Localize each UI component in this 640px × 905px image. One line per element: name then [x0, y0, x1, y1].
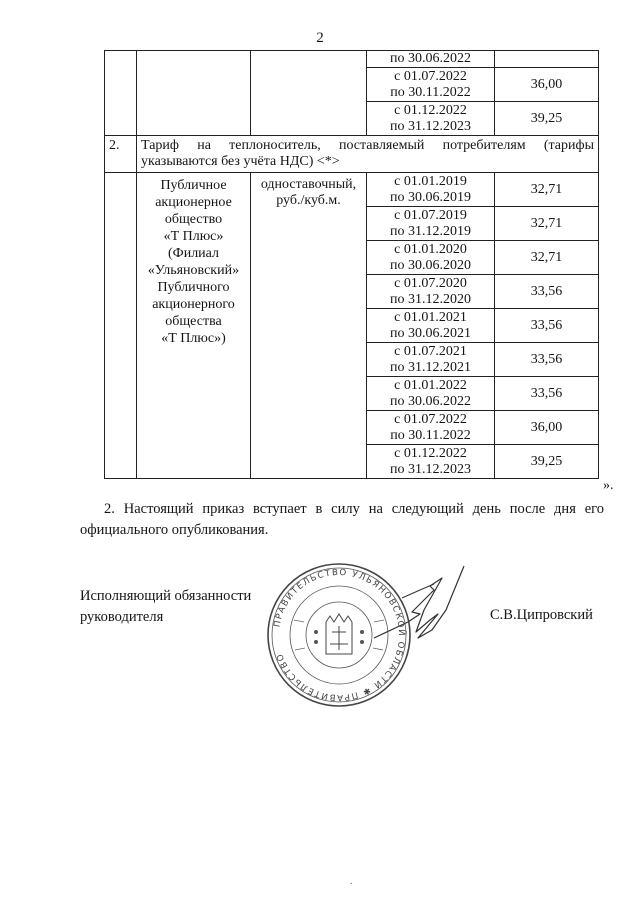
organization-cell	[137, 51, 251, 136]
section-number: 2.	[105, 136, 137, 173]
value-cell: 32,71	[495, 241, 599, 275]
value-cell: 33,56	[495, 275, 599, 309]
period-cell: с 01.07.2022 по 30.11.2022	[367, 68, 495, 102]
unit-cell: одноставочный, руб./куб.м.	[251, 173, 367, 479]
period-cell: с 01.01.2020 по 30.06.2020	[367, 241, 495, 275]
bottom-dot: .	[350, 876, 353, 886]
section-title: Тариф на теплоноситель, поставляемый потребителям (тарифы указываются без учёта НДС) <*>	[137, 136, 599, 173]
value-cell: 36,00	[495, 411, 599, 445]
value-cell: 33,56	[495, 377, 599, 411]
table-row	[105, 51, 599, 68]
page-number: 2	[316, 30, 324, 46]
period-cell: с 01.12.2022 по 31.12.2023	[367, 102, 495, 136]
period-cell: с 01.01.2019 по 30.06.2019	[367, 173, 495, 207]
signatory-name: С.В.Ципровский	[490, 607, 593, 623]
period-cell: с 01.01.2021 по 30.06.2021	[367, 309, 495, 343]
period-cell: с 01.07.2021 по 31.12.2021	[367, 343, 495, 377]
number-cell	[105, 173, 137, 479]
svg-text:ПРАВИТЕЛЬСТВО УЛЬЯНОВСКОЙ ОБЛА: ПРАВИТЕЛЬСТВО УЛЬЯНОВСКОЙ ОБЛАСТИ ✱ ПРАВИТЕЛЬСТВО	[272, 567, 407, 703]
handwritten-signature	[372, 560, 472, 650]
closing-quote-mark: ».	[603, 478, 614, 493]
tariff-table	[104, 50, 599, 479]
period-cell: по 30.06.2022	[367, 51, 495, 68]
value-cell: 33,56	[495, 309, 599, 343]
organization-cell: Публичное акционерное общество «Т Плюс» (Филиал «Ульяновский» Публичного акционерного общества «Т Плюс»)	[137, 173, 251, 479]
section-header-row	[105, 136, 599, 173]
number-cell	[105, 51, 137, 136]
table-row	[105, 173, 599, 207]
period-cell: с 01.01.2022 по 30.06.2022	[367, 377, 495, 411]
value-cell: 32,71	[495, 173, 599, 207]
value-cell: 39,25	[495, 102, 599, 136]
period-cell: с 01.07.2019 по 31.12.2019	[367, 207, 495, 241]
value-cell: 36,00	[495, 68, 599, 102]
value-cell: 39,25	[495, 445, 599, 479]
period-cell: с 01.07.2022 по 30.11.2022	[367, 411, 495, 445]
period-cell: с 01.12.2022 по 31.12.2023	[367, 445, 495, 479]
paragraph-effective-date: 2. Настоящий приказ вступает в силу на следующий день после дня его официального опубликования.	[80, 501, 604, 538]
value-cell	[495, 51, 599, 68]
unit-cell	[251, 51, 367, 136]
value-cell: 33,56	[495, 343, 599, 377]
value-cell: 32,71	[495, 207, 599, 241]
signatory-title: Исполняющий обязанности руководителя	[80, 588, 252, 625]
period-cell: с 01.07.2020 по 31.12.2020	[367, 275, 495, 309]
